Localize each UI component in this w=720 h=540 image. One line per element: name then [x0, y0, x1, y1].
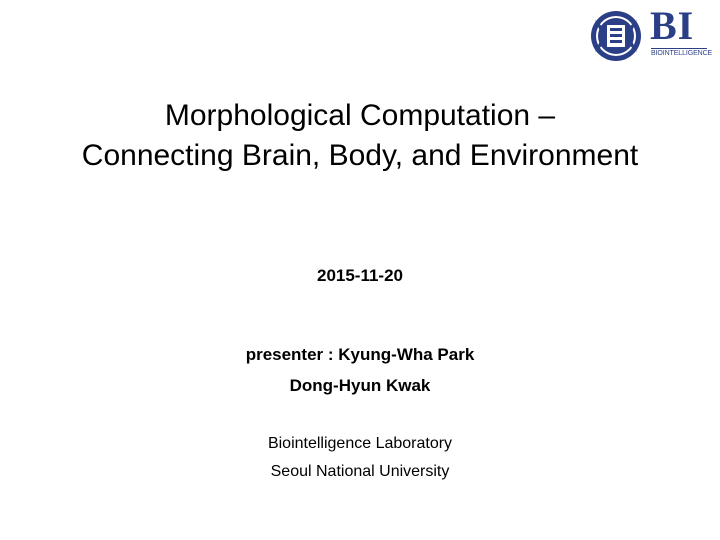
logo-mark: BI: [650, 3, 695, 48]
lab-name: Biointelligence Laboratory: [267, 435, 453, 452]
title-line-2: Connecting Brain, Body, and Environment: [81, 139, 639, 172]
logo-subtitle: BIOINTELLIGENCE: [651, 50, 713, 57]
co-presenter-line: Dong-Hyun Kwak: [289, 376, 431, 395]
presentation-date: 2015-11-20: [316, 266, 404, 285]
bi-logo: [588, 3, 713, 64]
title-line-1: Morphological Computation –: [164, 99, 556, 132]
university-seal-icon: [590, 10, 642, 62]
logo-divider: [651, 48, 707, 49]
slide-title: [0, 96, 720, 176]
university-name: Seoul National University: [270, 463, 450, 480]
presenter-line: presenter : Kyung-Wha Park: [245, 345, 475, 364]
